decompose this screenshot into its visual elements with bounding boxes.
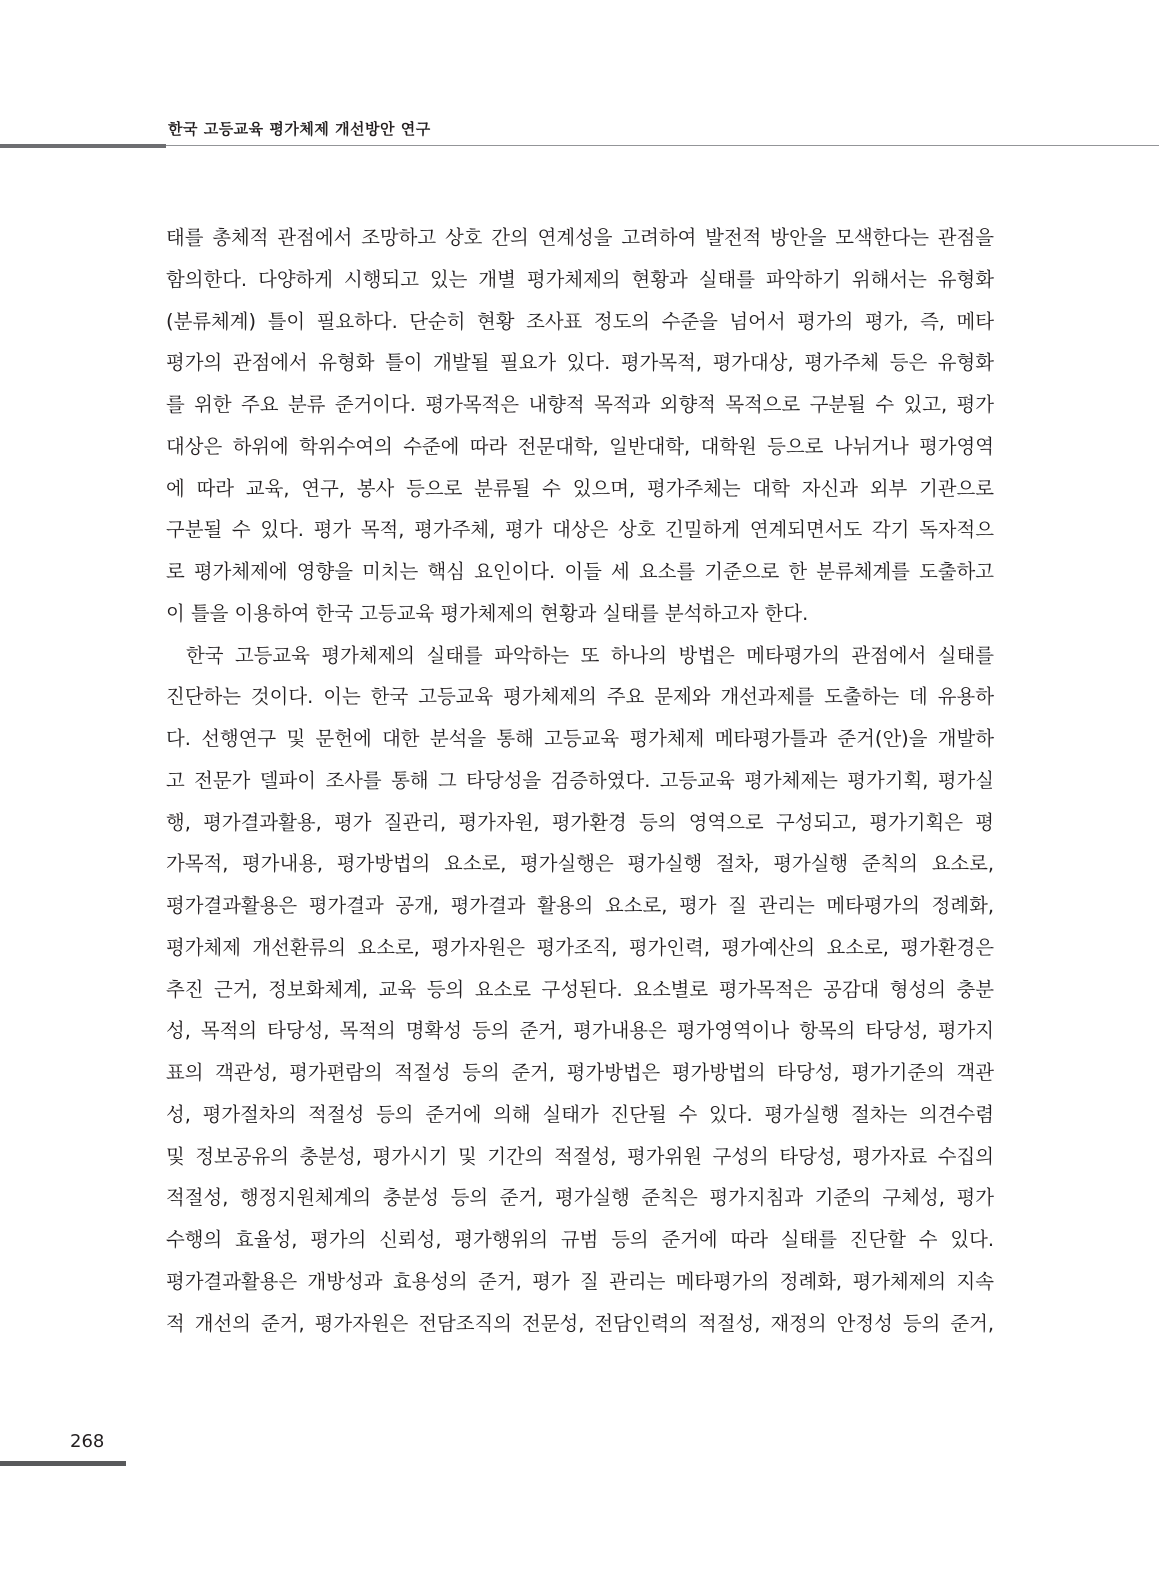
text-line: 추진 근거, 정보화체계, 교육 등의 요소로 구성된다. 요소별로 평가목적은 공감대 형성의 충분 — [166, 977, 994, 1001]
text-line: 적절성, 행정지원체계의 충분성 등의 준거, 평가실행 준칙은 평가지침과 기준의 구체성, 평가 — [166, 1186, 994, 1210]
text-line: 가목적, 평가내용, 평가방법의 요소로, 평가실행은 평가실행 절차, 평가실행 준칙의 요소로, — [166, 852, 994, 876]
text-line: 고 전문가 델파이 조사를 통해 그 타당성을 검증하였다. 고등교육 평가체제는 평가기획, 평가실 — [166, 768, 994, 792]
text-line: 표의 객관성, 평가편람의 적절성 등의 준거, 평가방법은 평가방법의 타당성, 평가기준의 객관 — [166, 1061, 994, 1084]
text-line: 를 위한 주요 분류 준거이다. 평가목적은 내향적 목적과 외향적 목적으로 구분될 수 있고, 평가 — [166, 393, 994, 416]
text-line: 한국 고등교육 평가체제의 실태를 파악하는 또 하나의 방법은 메타평가의 관점에서 실태를 — [186, 643, 994, 667]
paragraph-2 — [166, 635, 994, 1345]
running-header: 한국 고등교육 평가체제 개선방안 연구 — [168, 120, 431, 138]
text-line: 에 따라 교육, 연구, 봉사 등으로 분류될 수 있으며, 평가주체는 대학 자신과 외부 기관으로 — [166, 476, 994, 500]
text-line: 수행의 효율성, 평가의 신뢰성, 평가행위의 규범 등의 준거에 따라 실태를 진단할 수 있다. — [166, 1228, 994, 1251]
text-line: 평가의 관점에서 유형화 틀이 개발될 필요가 있다. 평가목적, 평가대상, 평가주체 등은 유형화 — [166, 351, 994, 375]
text-line: 로 평가체제에 영향을 미치는 핵심 요인이다. 이들 세 요소를 기준으로 한 분류체계를 도출하고 — [166, 560, 994, 583]
text-line: 성, 목적의 타당성, 목적의 명확성 등의 준거, 평가내용은 평가영역이나 항목의 타당성, 평가지 — [166, 1019, 994, 1043]
text-line: 행, 평가결과활용, 평가 질관리, 평가자원, 평가환경 등의 영역으로 구성되고, 평가기획은 평 — [166, 810, 994, 834]
text-line: 및 정보공유의 충분성, 평가시기 및 기간의 적절성, 평가위원 구성의 타당성, 평가자료 수집의 — [166, 1144, 994, 1168]
text-line: (분류체계) 틀이 필요하다. 단순히 현황 조사표 정도의 수준을 넘어서 평가의 평가, 즉, 메타 — [166, 309, 994, 333]
paragraph-1 — [166, 217, 994, 635]
text-line: 진단하는 것이다. 이는 한국 고등교육 평가체제의 주요 문제와 개선과제를 도출하는 데 유용하 — [166, 685, 994, 709]
text-line: 대상은 하위에 학위수여의 수준에 따라 전문대학, 일반대학, 대학원 등으로 나뉘거나 평가영역 — [166, 434, 994, 458]
text-line: 구분될 수 있다. 평가 목적, 평가주체, 평가 대상은 상호 긴밀하게 연계되면서도 각기 독자적으 — [166, 518, 994, 542]
text-line: 적 개선의 준거, 평가자원은 전담조직의 전문성, 전담인력의 적절성, 재정의 안정성 등의 준거, — [166, 1311, 994, 1335]
text-line: 이 틀을 이용하여 한국 고등교육 평가체제의 현황과 실태를 분석하고자 한다. — [166, 601, 809, 625]
footer-rule — [0, 1461, 126, 1466]
header-rule-thin — [166, 145, 1159, 146]
text-line: 함의한다. 다양하게 시행되고 있는 개별 평가체제의 현황과 실태를 파악하기 위해서는 유형화 — [166, 267, 994, 291]
body-text — [166, 217, 994, 1344]
text-line: 태를 총체적 관점에서 조망하고 상호 간의 연계성을 고려하여 발전적 방안을 모색한다는 관점을 — [166, 226, 994, 249]
text-line: 평가결과활용은 개방성과 효용성의 준거, 평가 질 관리는 메타평가의 정례화, 평가체제의 지속 — [166, 1269, 994, 1293]
text-line: 다. 선행연구 및 문헌에 대한 분석을 통해 고등교육 평가체제 메타평가틀과 준거(안)을 개발하 — [166, 727, 994, 750]
text-line: 성, 평가절차의 적절성 등의 준거에 의해 실태가 진단될 수 있다. 평가실행 절차는 의견수렴 — [166, 1102, 994, 1126]
header-rule-thick — [0, 144, 166, 148]
text-line: 평가체제 개선환류의 요소로, 평가자원은 평가조직, 평가인력, 평가예산의 요소로, 평가환경은 — [166, 935, 994, 959]
text-line: 평가결과활용은 평가결과 공개, 평가결과 활용의 요소로, 평가 질 관리는 메타평가의 정례화, — [166, 894, 994, 917]
page-number: 268 — [70, 1431, 105, 1452]
